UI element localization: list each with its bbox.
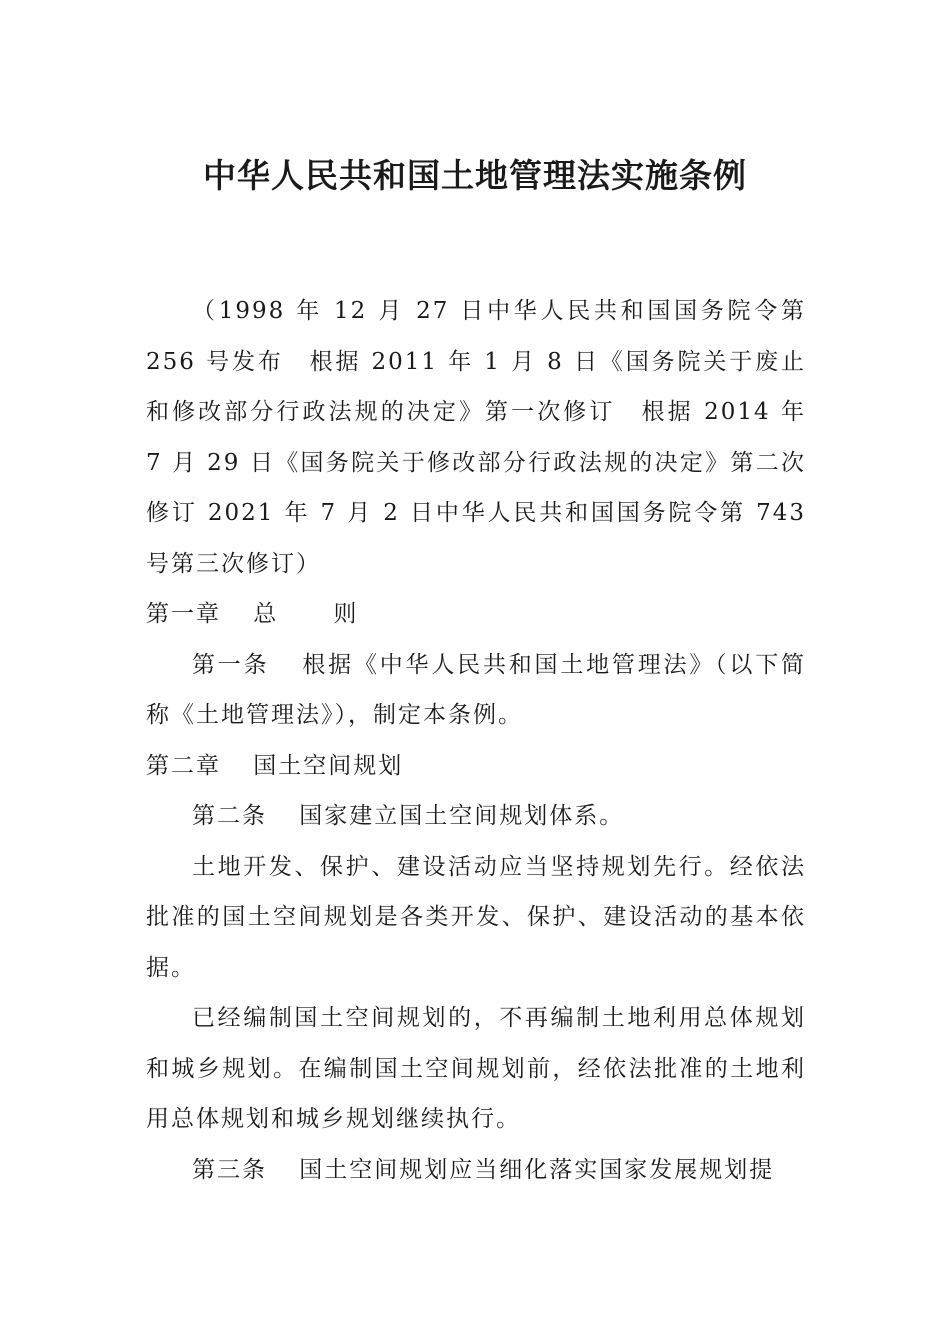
chapter-heading	[146, 741, 806, 792]
article-label: 第一条	[192, 651, 270, 678]
preamble: （1998 年 12 月 27 日中华人民共和国国务院令第 256 号发布 根据 2011 年 1 月 8 日《国务院关于废止和修改部分行政法规的决定》第一次修订 根据 2014 年 7 月 29 日《国务院关于修改部分行政法规的决定》第二次修订 2021 年 7 月 2 日中华人民共和国国务院令第 743 号第三次修订）	[146, 298, 806, 577]
chapter-name-part: 则	[333, 601, 359, 627]
chapter-name-part: 总	[253, 601, 279, 627]
document-title: 中华人民共和国土地管理法实施条例	[203, 156, 747, 195]
chapter-label: 第一章	[146, 601, 221, 627]
chapter-name: 国土空间规划	[253, 752, 404, 779]
chapter-heading	[146, 589, 806, 640]
body-paragraph: 已经编制国土空间规划的，不再编制土地利用总体规划和城乡规划。在编制国土空间规划前，经依法批准的土地利用总体规划和城乡规划继续执行。	[146, 1005, 806, 1132]
article-text: 国家建立国土空间规划体系。	[299, 803, 625, 829]
chapter-label: 第二章	[146, 752, 221, 779]
article-paragraph	[146, 791, 806, 842]
article-label: 第二条	[192, 803, 267, 829]
article-text: 根据《中华人民共和国土地管理法》（以下简称《土地管理法》），制定本条例。	[146, 651, 807, 728]
article-text: 国土空间规划应当细化落实国家发展规划提	[299, 1156, 775, 1183]
body-paragraph: 土地开发、保护、建设活动应当坚持规划先行。经依法批准的国土空间规划是各类开发、保护、建设活动的基本依据。	[146, 853, 806, 981]
document-body	[146, 286, 806, 1195]
article-paragraph	[146, 640, 806, 741]
article-label: 第三条	[192, 1156, 267, 1183]
article-paragraph	[146, 1145, 806, 1196]
